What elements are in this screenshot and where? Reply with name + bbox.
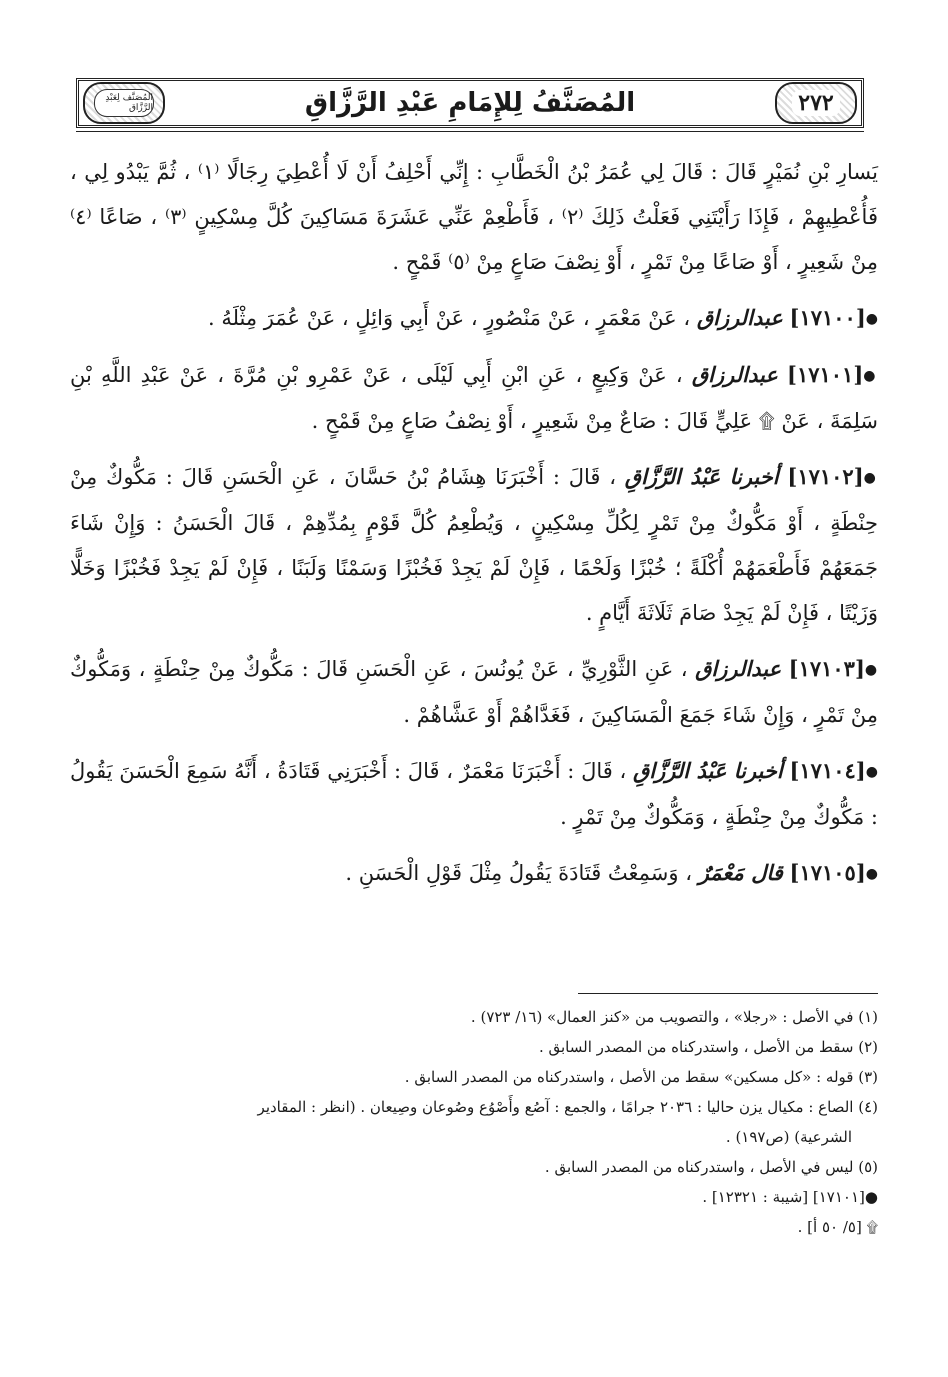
hadith-number: [١٧١٠٥] <box>789 860 866 885</box>
hadith-number: [١٧١٠١] <box>787 362 864 387</box>
footnote-5: (٥) ليس في الأصل ، واستدركناه من المصدر السابق . <box>544 1158 878 1176</box>
bullet-icon: ● <box>865 866 878 882</box>
footnote-1: (١) في الأصل : «رجلا» ، والتصويب من «كنز العمال» (١٦/ ٧٢٣) . <box>470 1008 878 1026</box>
left-ornament <box>775 82 857 124</box>
bullet-icon: ● <box>864 662 878 678</box>
footnote-4-continued: الشرعية) (ص١٩٧) . <box>725 1128 852 1146</box>
hadith-number: [١٧١٠٣] <box>788 656 865 681</box>
hadith-text: ، قَالَ : أَخْبَرَنَا مَعْمَرٌ ، قَالَ : أَخْبَرَنِي قَتَادَةُ ، أَنَّهُ سَمِعَ الْحَسَنَ يَقُولُ : مَكُّوكٌ مِنْ حِنْطَةٍ ، وَمَكُّوكٌ مِنْ تَمْرٍ . <box>70 759 878 829</box>
hadith-text: ، قَالَ : أَخْبَرَنَا هِشَامُ بْنُ حَسَّانَ ، عَنِ الْحَسَنِ قَالَ : مَكُّوكٌ مِنْ حِنْطَةٍ ، أَوْ مَكُّوكٌ مِنْ تَمْرٍ لِكُلِّ مِسْكِينٍ ، وَيُطْعِمُ كُلَّ قَوْمٍ بِمُدِّهِمْ ، قَالَ الْحَسَنُ : وَإِنْ شَاءَ جَمَعَهُمْ فَأَطْعَمَهُمْ أُكْلَةً ؛ خُبْزًا وَلَحْمًا ، فَإِنْ لَمْ يَجِدْ فَخُبْزًا وَسَمْنًا وَلَبَنًا ، فَإِنْ لَمْ يَجِدْ فَخُبْزًا وَخَلًّا وَزَيْتًا ، فَإِنْ لَمْ يَجِدْ صَامَ ثَلَاثَةَ أَيَّامٍ . <box>70 465 878 625</box>
running-title: المُصَنَّفُ لِلإِمَامِ عَبْدِ الرَّزَّاقِ <box>304 88 636 118</box>
narrator: أخبرنا عَبْدُ الرَّزَّاقِ <box>624 464 779 489</box>
seal-text: المُصَنَّف لِعَبْدِ الرَّزَّاق <box>105 93 153 113</box>
narrator: عبدالرزاق <box>691 362 778 387</box>
bullet-icon: ● <box>865 311 878 327</box>
hadith-number: [١٧١٠٠] <box>789 305 866 330</box>
hadith-text: ، عَنْ مَعْمَرٍ ، عَنْ مَنْصُورٍ ، عَنْ أَبِي وَائِلٍ ، عَنْ عُمَرَ مِثْلَهُ . <box>207 306 691 330</box>
right-ornament <box>83 82 165 124</box>
footnotes <box>70 1002 878 1242</box>
bullet-icon: ● <box>865 764 878 780</box>
narrator: عبدالرزاق <box>695 656 782 681</box>
paragraph-continuation <box>70 150 878 285</box>
footnote-2: (٢) سقط من الأصل ، واستدركناه من المصدر السابق . <box>538 1038 878 1056</box>
hadith-17105 <box>70 850 878 897</box>
footnote-3: (٣) قوله : «كل مسكين» سقط من الأصل ، واستدركناه من المصدر السابق . <box>404 1068 878 1086</box>
hadith-number: [١٧١٠٤] <box>789 758 866 783</box>
hadith-text: ، عَنْ وَكِيعٍ ، عَنِ ابْنِ أَبِي لَيْلَى ، عَنْ عَمْرِو بْنِ مُرَّةَ ، عَنْ عَبْدِ اللَّهِ بْنِ سَلِمَةَ ، عَنْ ۩ عَلِيٍّ قَالَ : صَاعٌ مِنْ شَعِيرٍ ، أَوْ نِصْفُ صَاعٍ مِنْ قَمْحٍ . <box>70 363 878 433</box>
footnote-separator <box>578 993 878 994</box>
book-seal-logo <box>94 89 154 117</box>
hadith-17103 <box>70 646 878 738</box>
cross-reference: ●[١٧١٠١] [شيبة : ١٢٣٢١] . <box>702 1188 878 1206</box>
hadith-text: ، عَنِ الثَّوْرِيِّ ، عَنْ يُونُسَ ، عَنِ الْحَسَنِ قَالَ : مَكُّوكٌ مِنْ حِنْطَةٍ ، وَمَكُّوكٌ مِنْ تَمْرٍ ، وَإِنْ شَاءَ جَمَعَ الْمَسَاكِينَ ، فَغَدَّاهُمْ أَوْ عَشَّاهُمْ . <box>70 657 878 727</box>
hadith-number: [١٧١٠٢] <box>787 464 864 489</box>
hadith-text: ، وَسَمِعْتُ قَتَادَةَ يَقُولُ مِثْلَ قَوْلِ الْحَسَنِ . <box>345 861 692 885</box>
main-text <box>70 150 878 907</box>
narrator: أخبرنا عَبْدُ الرَّزَّاقِ <box>633 758 783 783</box>
manuscript-folio: ۩ [٥/ ٥٠ أ] . <box>797 1218 878 1236</box>
header-rule <box>76 131 864 132</box>
paragraph-text: يَسارِ بْنِ نُمَيْرٍ قَالَ : قَالَ لِي عُمَرُ بْنُ الْخَطَّابِ : إِنِّي أَحْلِفُ أَنْ لَا أُعْطِيَ رِجَالًا ⁽١⁾ ، ثُمَّ يَبْدُو لِي ، فَأُعْطِيهِمْ ، فَإِذَا رَأَيْتَنِي فَعَلْتُ ذَلِكَ ⁽٢⁾ ، فَأَطْعِمْ عَنِّي عَشَرَةَ مَسَاكِينَ كُلَّ مِسْكِينٍ ⁽٣⁾ ، صَاعًا ⁽٤⁾ مِنْ شَعِيرٍ ، أَوْ صَاعًا مِنْ تَمْرٍ ، أَوْ نِصْفَ صَاعٍ مِنْ ⁽٥⁾ قَمْحٍ . <box>70 160 878 274</box>
bullet-icon: ● <box>863 368 878 384</box>
hadith-17102 <box>70 454 878 636</box>
hadith-17101 <box>70 352 878 444</box>
narrator: قال مَعْمَرٌ <box>698 860 783 885</box>
page-number: ٢٧٢ <box>792 90 839 116</box>
footnote-4: (٤) الصاع : مكيال يزن حاليا : ٢٠٣٦ جرامًا ، والجمع : آصُع وأَصْوُع وصُوعان وصِيعان . (انظر : المقادير <box>257 1098 878 1116</box>
bullet-icon: ● <box>863 470 878 486</box>
hadith-17100 <box>70 295 878 342</box>
hadith-17104 <box>70 748 878 840</box>
page-header <box>76 78 864 128</box>
narrator: عبدالرزاق <box>696 305 783 330</box>
